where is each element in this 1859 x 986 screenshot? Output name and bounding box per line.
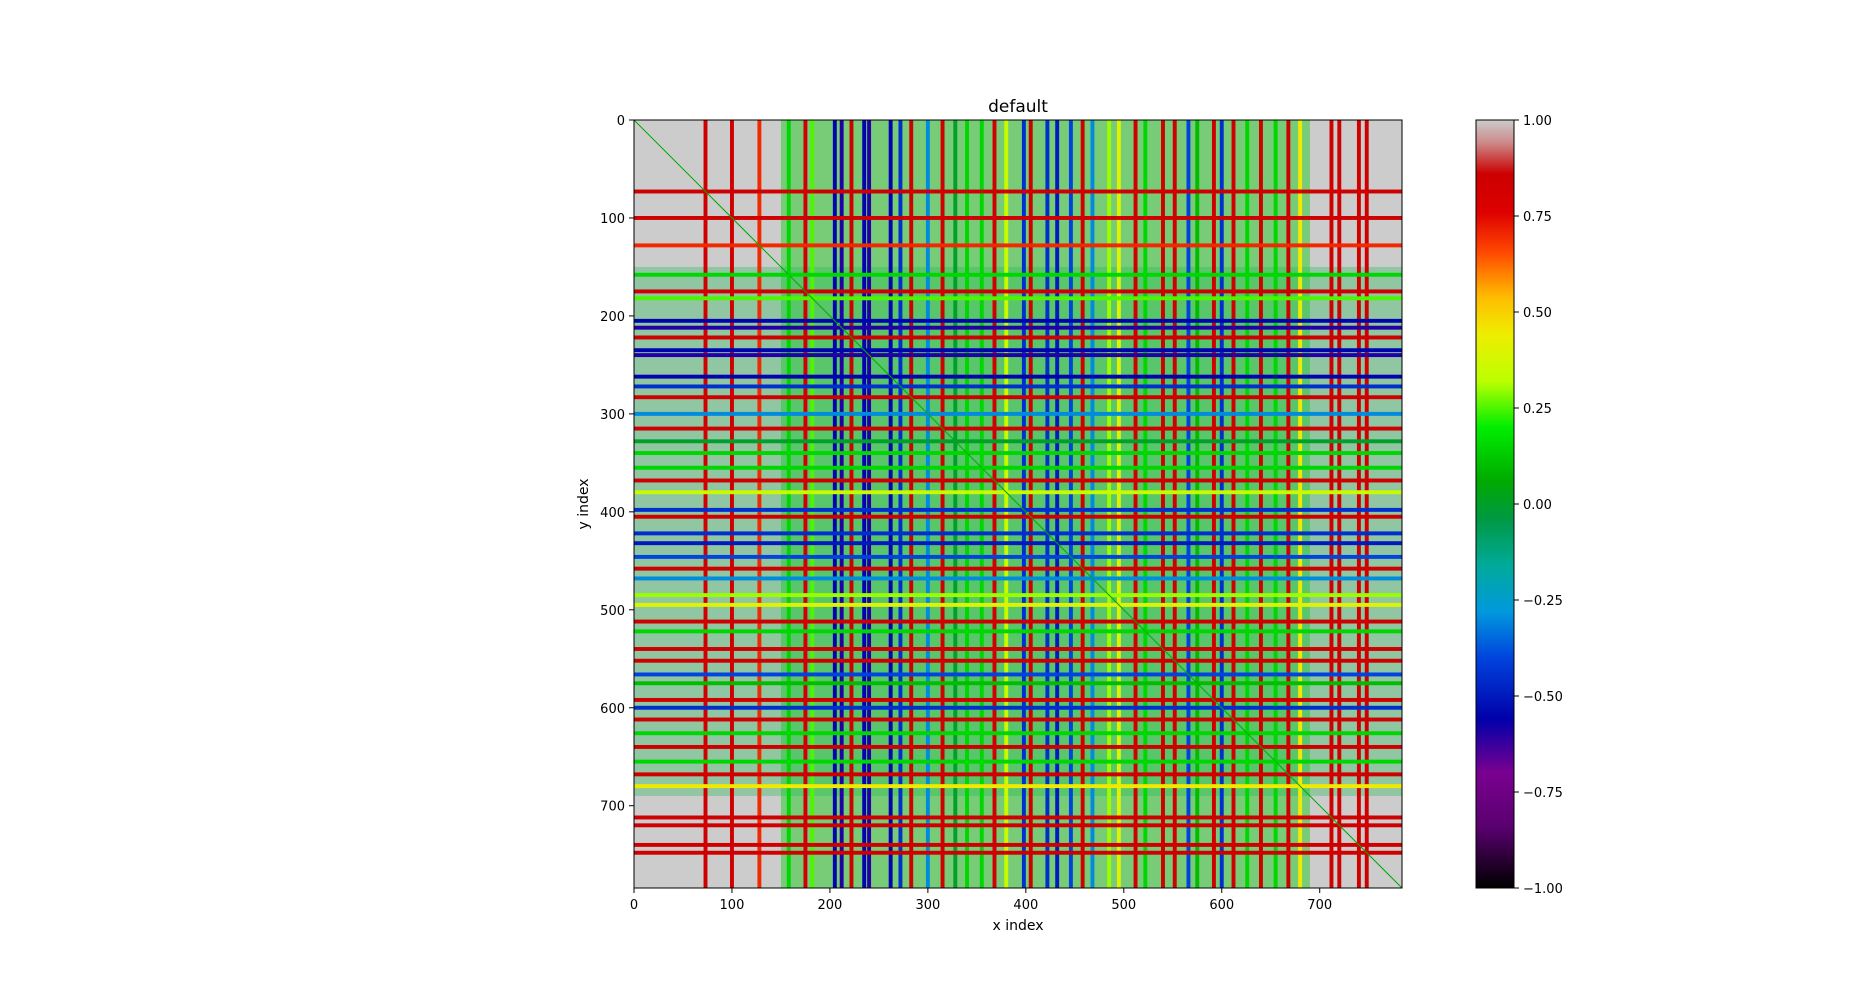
- stripe-horizontal: [634, 541, 1402, 545]
- stripe-horizontal: [634, 731, 1402, 735]
- x-tick-label: 300: [915, 898, 941, 913]
- stripe-horizontal: [634, 706, 1402, 710]
- x-tick-label: 100: [719, 898, 745, 913]
- y-tick-label: 200: [600, 309, 625, 325]
- stripe-horizontal: [634, 395, 1402, 399]
- stripe-horizontal: [634, 718, 1402, 722]
- stripe-horizontal: [634, 427, 1402, 431]
- x-tick-label: 500: [1111, 898, 1137, 913]
- colorbar-tick-label: −0.25: [1523, 594, 1563, 609]
- stripe-horizontal: [634, 603, 1402, 607]
- x-tick-label: 600: [1209, 898, 1235, 913]
- stripe-horizontal: [634, 273, 1402, 277]
- stripe-horizontal: [634, 336, 1402, 340]
- chart-title: default: [988, 97, 1048, 117]
- stripe-horizontal: [634, 296, 1402, 300]
- colorbar-tick-label: 0.00: [1523, 498, 1552, 513]
- x-tick-label: 0: [629, 898, 639, 913]
- y-tick-label: 600: [600, 701, 625, 717]
- stripe-horizontal: [634, 816, 1402, 820]
- stripe-horizontal: [634, 745, 1402, 749]
- stripe-horizontal: [634, 384, 1402, 388]
- stripe-horizontal: [634, 515, 1402, 519]
- stripe-horizontal: [634, 412, 1402, 416]
- stripe-horizontal: [634, 190, 1402, 194]
- y-tick-label: 100: [600, 211, 625, 227]
- stripe-horizontal: [634, 490, 1402, 494]
- y-tick-label: 700: [600, 799, 625, 815]
- stripe-horizontal: [634, 348, 1402, 352]
- stripe-horizontal: [634, 593, 1402, 597]
- stripe-horizontal: [634, 289, 1402, 293]
- colorbar-tick-label: −1.00: [1523, 882, 1563, 897]
- stripe-horizontal: [634, 508, 1402, 512]
- stripe-horizontal: [634, 851, 1402, 855]
- colorbar: [1476, 120, 1514, 888]
- x-tick-label: 700: [1307, 898, 1333, 913]
- stripe-horizontal: [634, 439, 1402, 443]
- stripe-horizontal: [634, 698, 1402, 702]
- x-tick-label: 200: [817, 898, 843, 913]
- stripe-horizontal: [634, 620, 1402, 624]
- stripe-horizontal: [634, 659, 1402, 663]
- stripe-horizontal: [634, 629, 1402, 633]
- stripe-horizontal: [634, 531, 1402, 535]
- y-tick-label: 0: [616, 114, 625, 129]
- stripe-horizontal: [634, 479, 1402, 483]
- colorbar-tick-label: −0.75: [1523, 786, 1563, 801]
- colorbar-tick-label: 1.00: [1523, 114, 1552, 129]
- y-tick-label: 400: [600, 505, 625, 521]
- stripe-horizontal: [634, 576, 1402, 580]
- colorbar-tick-label: −0.50: [1523, 690, 1563, 705]
- stripe-horizontal: [634, 243, 1402, 247]
- stripe-horizontal: [634, 319, 1402, 323]
- stripe-horizontal: [634, 760, 1402, 764]
- x-axis-label: x index: [992, 918, 1044, 934]
- stripe-horizontal: [634, 375, 1402, 379]
- stripe-horizontal: [634, 567, 1402, 571]
- y-axis: [600, 114, 634, 815]
- stripe-horizontal: [634, 451, 1402, 455]
- stripe-horizontal: [634, 466, 1402, 470]
- x-tick-label: 400: [1013, 898, 1039, 913]
- stripe-horizontal: [634, 647, 1402, 651]
- stripe-horizontal: [634, 216, 1402, 220]
- stripe-horizontal: [634, 326, 1402, 330]
- colorbar-axis: [1514, 114, 1563, 897]
- stripe-horizontal: [634, 784, 1402, 788]
- heatmap-area: [634, 120, 1402, 888]
- y-tick-label: 500: [600, 603, 625, 619]
- stripe-horizontal: [634, 843, 1402, 847]
- x-axis: [630, 888, 1332, 913]
- stripe-horizontal: [634, 681, 1402, 685]
- y-axis-label: y index: [576, 478, 592, 530]
- stripe-horizontal: [634, 823, 1402, 827]
- colorbar-tick-label: 0.50: [1523, 306, 1552, 321]
- stripe-horizontal: [634, 353, 1402, 357]
- stripe-horizontal: [634, 672, 1402, 676]
- y-tick-label: 300: [600, 407, 625, 423]
- colorbar-tick-label: 0.25: [1523, 402, 1552, 417]
- stripe-horizontal: [634, 555, 1402, 559]
- colorbar-tick-label: 0.75: [1523, 210, 1552, 225]
